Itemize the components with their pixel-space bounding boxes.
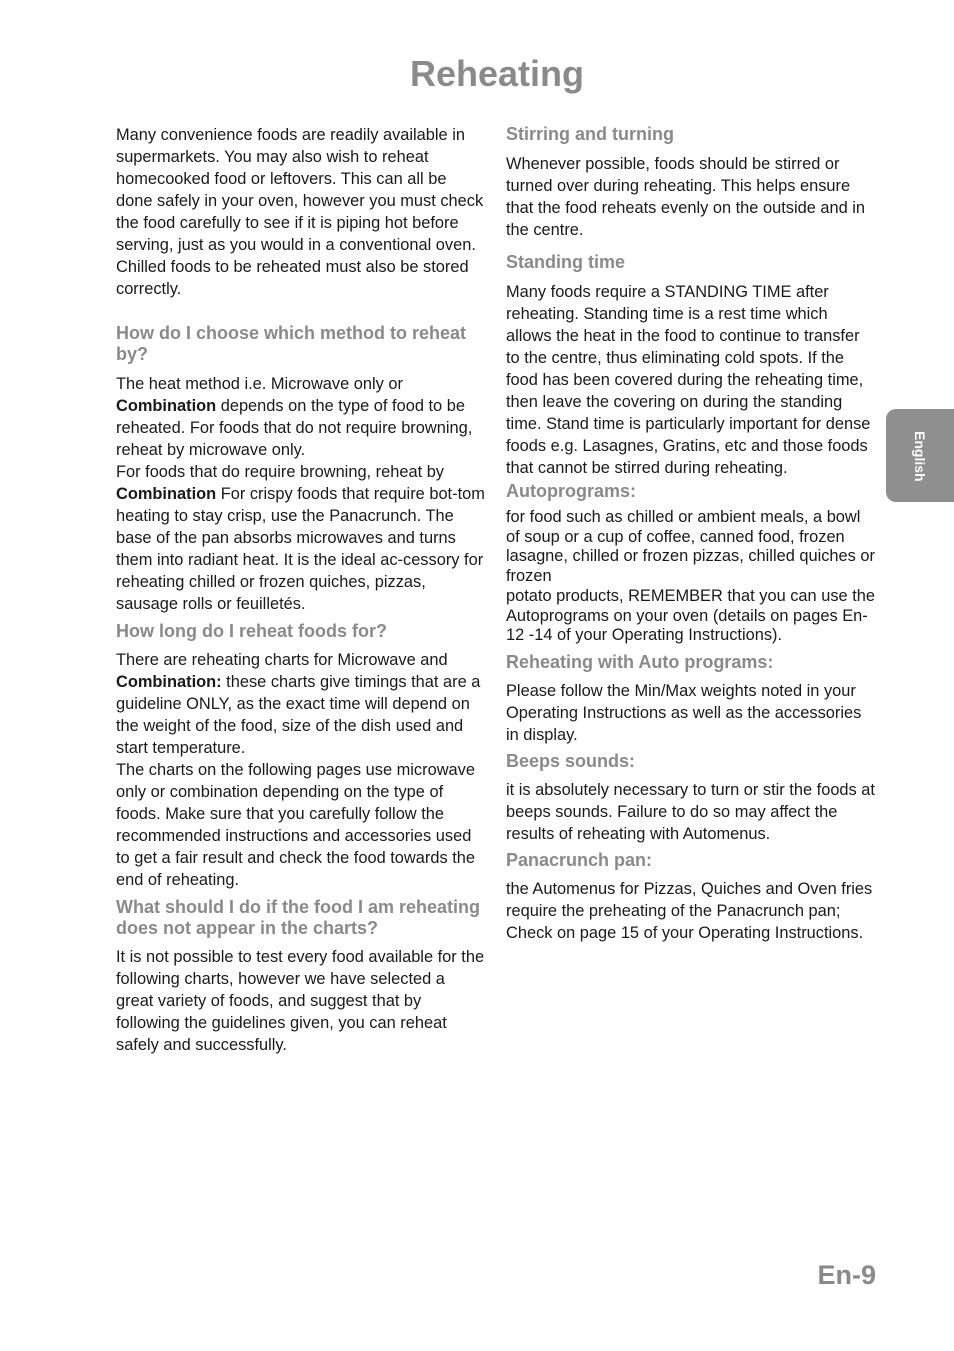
browning-text: For foods that do require browning, reheat by [116, 463, 445, 481]
panacrunch-heading: Panacrunch pan: [506, 849, 653, 870]
beeps-heading: Beeps sounds: [506, 750, 636, 771]
combination-term: Combination: [116, 673, 222, 691]
reheating-auto-paragraph: Please follow the Min/Max weights noted in your Operating Instructions as well as the accessories in display. [506, 681, 862, 744]
panacrunch-paragraph: the Automenus for Pizzas, Quiches and Oven fries require the preheating of the Panacrunch pan; Check on page 15 of your Operating Instructions. [506, 879, 873, 942]
method-text: depends on the type of food to be reheated. For foods that do not require browning, reheat by microwave only. [116, 397, 473, 459]
language-tab-label: English [912, 430, 928, 482]
left-column [116, 124, 486, 1056]
page-number: En-9 [817, 1260, 876, 1290]
autoprograms-paragraph: for food such as chilled or ambient meals, a bowl of soup or a cup of coffee, canned food, frozen lasagne, chilled or frozen pizzas, chilled quiches or frozen [506, 508, 875, 586]
charts-text: these charts give timings that are a guideline ONLY, as the exact time will depend on the weight of the food, size of the dish used and start temperature. [116, 673, 481, 757]
not-in-charts-heading: What should I do if the food I am reheating does not appear in the charts? [116, 897, 480, 938]
intro-paragraph: Many convenience foods are readily available in supermarkets. You may also wish to reheat homecooked food or leftovers. This can all be done safely in your oven, however you must check the food carefully to see if it is piping hot before serving, just as you would in a conventional oven. [116, 126, 484, 254]
charts-text: There are reheating charts for Microwave and [116, 651, 448, 669]
following-pages-paragraph: The charts on the following pages use microwave only or combination depending on the type of foods. Make sure that you carefully follow the recommended instructions and accessories used to get a fair result and check the food towards the end of reheating. [116, 761, 475, 889]
page-title: Reheating [409, 53, 585, 94]
autoprograms-paragraph-cont: potato products, REMEMBER that you can use the Autoprograms on your oven (details on pages En-12 -14 of your Operating Instructions). [506, 586, 875, 645]
method-text: The heat method i.e. Microwave only or [116, 375, 403, 393]
browning-paragraph [116, 461, 486, 615]
combination-term: Combination [116, 397, 217, 415]
beeps-paragraph: it is absolutely necessary to turn or stir the foods at beeps sounds. Failure to do so may affect the results of reheating with Automenus. [506, 780, 875, 843]
not-in-charts-paragraph: It is not possible to test every food available for the following charts, however we have selected a great variety of foods, and suggest that by following the guidelines given, you can reheat safely and successfully. [116, 948, 485, 1054]
language-tab [886, 409, 954, 502]
autoprograms-heading: Autoprograms: [506, 481, 636, 501]
standing-time-paragraph: Many foods require a STANDING TIME after reheating. Standing time is a rest time which allows the heat in the food to continue to transfer to the centre, thus eliminating cold spots. If the food has been covered during the reheating time, then leave the covering on during the standing time. Stand time is particularly important for dense foods e.g. Lasagnes, Gratins, etc and those foods that cannot be stirred during reheating. [506, 283, 871, 477]
stirring-paragraph: Whenever possible, foods should be stirred or turned over during reheating. This helps ensure that the food reheats evenly on the outside and in the centre. [506, 155, 866, 239]
storage-paragraph: Chilled foods to be reheated must also be stored correctly. [116, 258, 469, 298]
right-column [506, 124, 876, 944]
method-paragraph [116, 373, 486, 461]
stirring-heading: Stirring and turning [506, 124, 674, 144]
combination-term: Combination [116, 485, 217, 503]
standing-time-heading: Standing time [506, 252, 626, 272]
charts-paragraph [116, 649, 486, 759]
method-heading: How do I choose which method to reheat by? [116, 323, 467, 364]
browning-text: For crispy foods that require bot-tom heating to stay crisp, use the Panacrunch. The base of the pan absorbs microwaves and turns them into radiant heat. It is the ideal ac-cessory for reheating chilled or frozen quiches, pizzas, sausage rolls or feuilletés. [116, 485, 485, 613]
how-long-heading: How long do I reheat foods for? [116, 621, 387, 641]
reheating-auto-heading: Reheating with Auto programs: [506, 651, 774, 672]
